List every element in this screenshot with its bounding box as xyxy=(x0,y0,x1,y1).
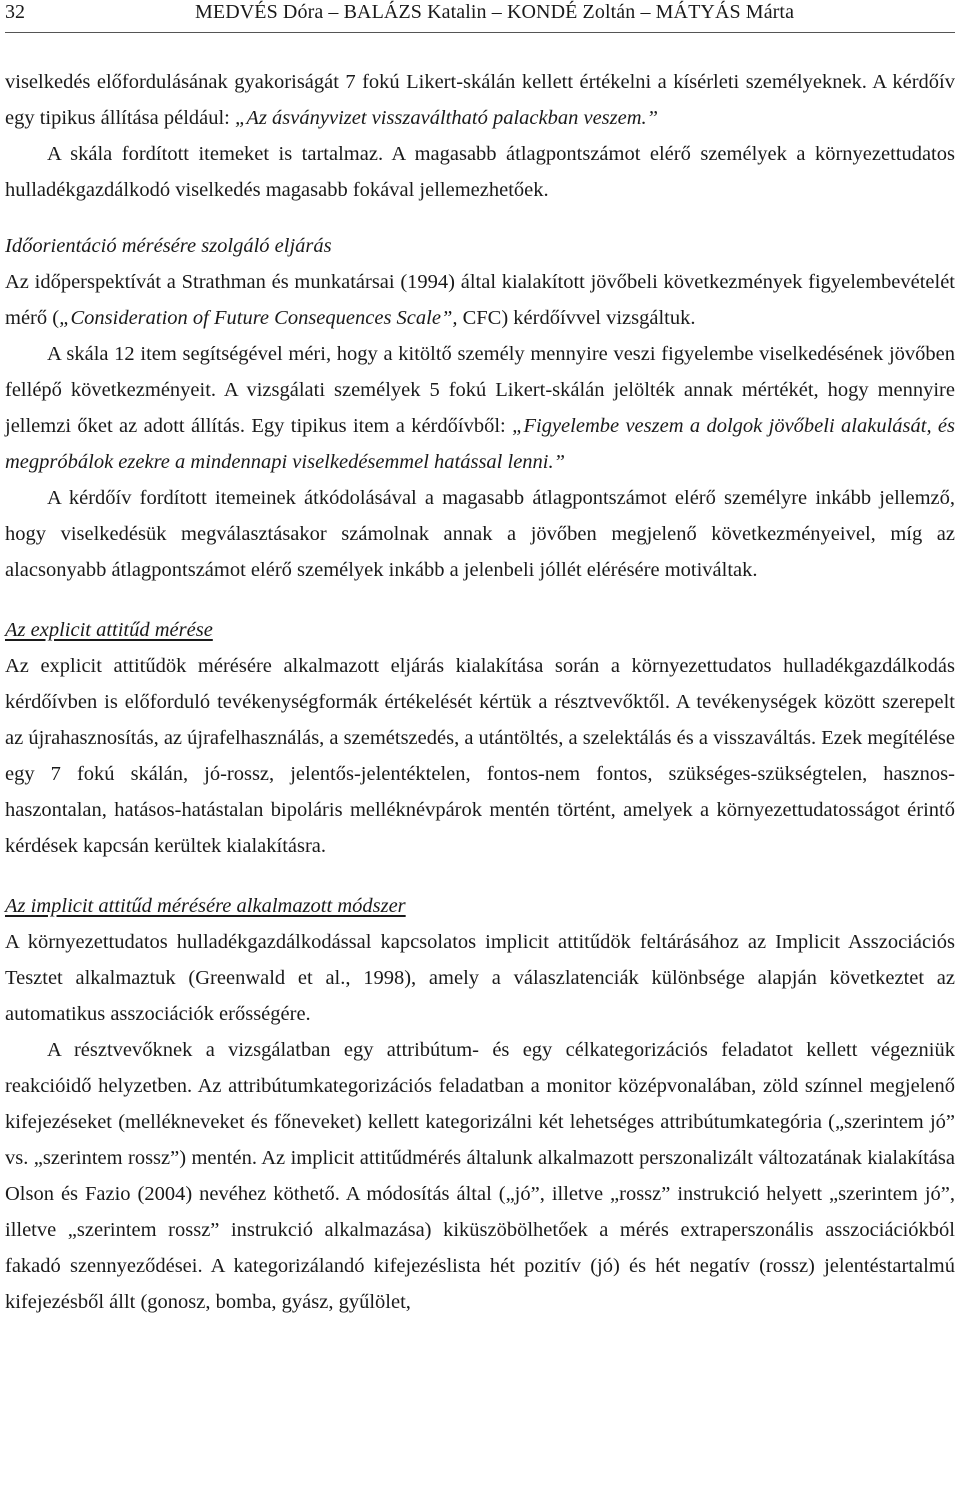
document-body xyxy=(5,64,955,1320)
quoted-item: „Az ásványvizet visszaváltható palackban veszem.” xyxy=(235,107,659,129)
running-header-authors: MEDVÉS Dóra – BALÁZS Katalin – KONDÉ Zoltán – MÁTYÁS Márta xyxy=(195,1,795,23)
section-heading-implicit-attitude: Az implicit attitűd mérésére alkalmazott módszer xyxy=(5,895,406,917)
paragraph: A kérdőív fordított itemeinek átkódolásával a magasabb átlagpontszámot elérő személyre inkább jellemző, hogy viselkedésük megválasztásakor számolnak annak a jövőben megjelenő következményeivel, míg az alacsonyabb átlagpontszámot elérő személyek inkább a jelenbeli jóllét elérésére motiváltak. xyxy=(5,487,955,581)
paragraph: A skála 12 item segítségével méri, hogy a kitöltő személy mennyire veszi figyelembe viselkedésének jövőben fellépő következményeit. A vizsgálati személyek 5 fokú Likert-skálán jelölték annak mértékét, hogy mennyire jellemzi őket az adott állítás. Egy tipikus item a kérdőívből: „Figyelembe veszem a dolgok jövőbeli alakulását, és megpróbálok ezekre a mindennapi viselkedésemmel hatással lenni.” xyxy=(5,343,955,473)
section-heading-time-orientation: Időorientáció mérésére szolgáló eljárás xyxy=(5,235,332,257)
running-header xyxy=(5,0,955,32)
paragraph: viselkedés előfordulásának gyakoriságát 7 fokú Likert-skálán kellett értékelni a kísérleti személyeknek. A kérdőív egy tipikus állítása például: „Az ásványvizet visszaváltható palackban veszem.” xyxy=(5,71,955,129)
paragraph: Az explicit attitűdök mérésére alkalmazott eljárás kialakítása során a környezettudatos hulladékgazdálkodás kérdőívben is előforduló tevékenységformák értékelését kértük a résztvevőktől. A tevékenységek között szerepelt az újrahasznosítás, az újrafelhasználás, a szemétszedés, a utántöltés, a szelektálás és a visszaváltás. Ezek megítélése egy 7 fokú skálán, jó-rossz, jelentős-jelentéktelen, fontos-nem fontos, szükséges-szükségtelen, hasznos-haszontalan, hatásos-hatástalan bipoláris melléknévpárok mentén történt, amelyek a környezettudatosságot érintő kérdések kapcsán kerültek kialakításra. xyxy=(5,655,955,857)
scale-name: „Consideration of Future Consequences Scale”, xyxy=(59,307,458,329)
section-heading-explicit-attitude: Az explicit attitűd mérése xyxy=(5,619,213,641)
quoted-item: „Figyelembe veszem a dolgok jövőbeli alakulását, és megpróbálok ezekre a mindennapi viselkedésemmel hatással lenni.” xyxy=(5,415,955,473)
page-number: 32 xyxy=(5,1,25,23)
header-rule xyxy=(5,32,955,33)
paragraph: A skála fordított itemeket is tartalmaz. A magasabb átlagpontszámot elérő személyek a környezettudatos hulladékgazdálkodó viselkedés magasabb fokával jellemezhetőek. xyxy=(5,143,955,201)
paragraph: A résztvevőknek a vizsgálatban egy attribútum- és egy célkategorizációs feladatot kellett végezniük reakcióidő helyzetben. Az attribútumkategorizációs feladatban a monitor középvonalában, zöld színnel megjelenő kifejezéseket (mellékneveket és főneveket) kellett kategorizálni két lehetséges attribútumkategória („szerintem jó” vs. „szerintem rossz”) mentén. Az implicit attitűdmérés általunk alkalmazott perszonalizált változatának kialakítása Olson és Fazio (2004) nevéhez köthető. A módosítás által („jó”, illetve „rossz” instrukció helyett „szerintem jó”, illetve „szerintem rossz” instrukció alkalmazása) kiküszöbölhetőek a mérés extraperszonális asszociációkból fakadó szennyeződései. A kategorizálandó kifejezéslista hét pozitív (jó) és hét negatív (rossz) jelentéstartalmú kifejezésből állt (gonosz, bomba, gyász, gyűlölet, xyxy=(5,1039,955,1313)
paragraph: A környezettudatos hulladékgazdálkodással kapcsolatos implicit attitűdök feltárásához az Implicit Asszociációs Tesztet alkalmaztuk (Greenwald et al., 1998), amely a válaszlatenciák különbsége alapján következtet az automatikus asszociációk erősségére. xyxy=(5,931,955,1025)
paragraph: Az időperspektívát a Strathman és munkatársai (1994) által kialakított jövőbeli következmények figyelembevételét mérő („Consideration of Future Consequences Scale”, CFC) kérdőívvel vizsgáltuk. xyxy=(5,271,955,329)
